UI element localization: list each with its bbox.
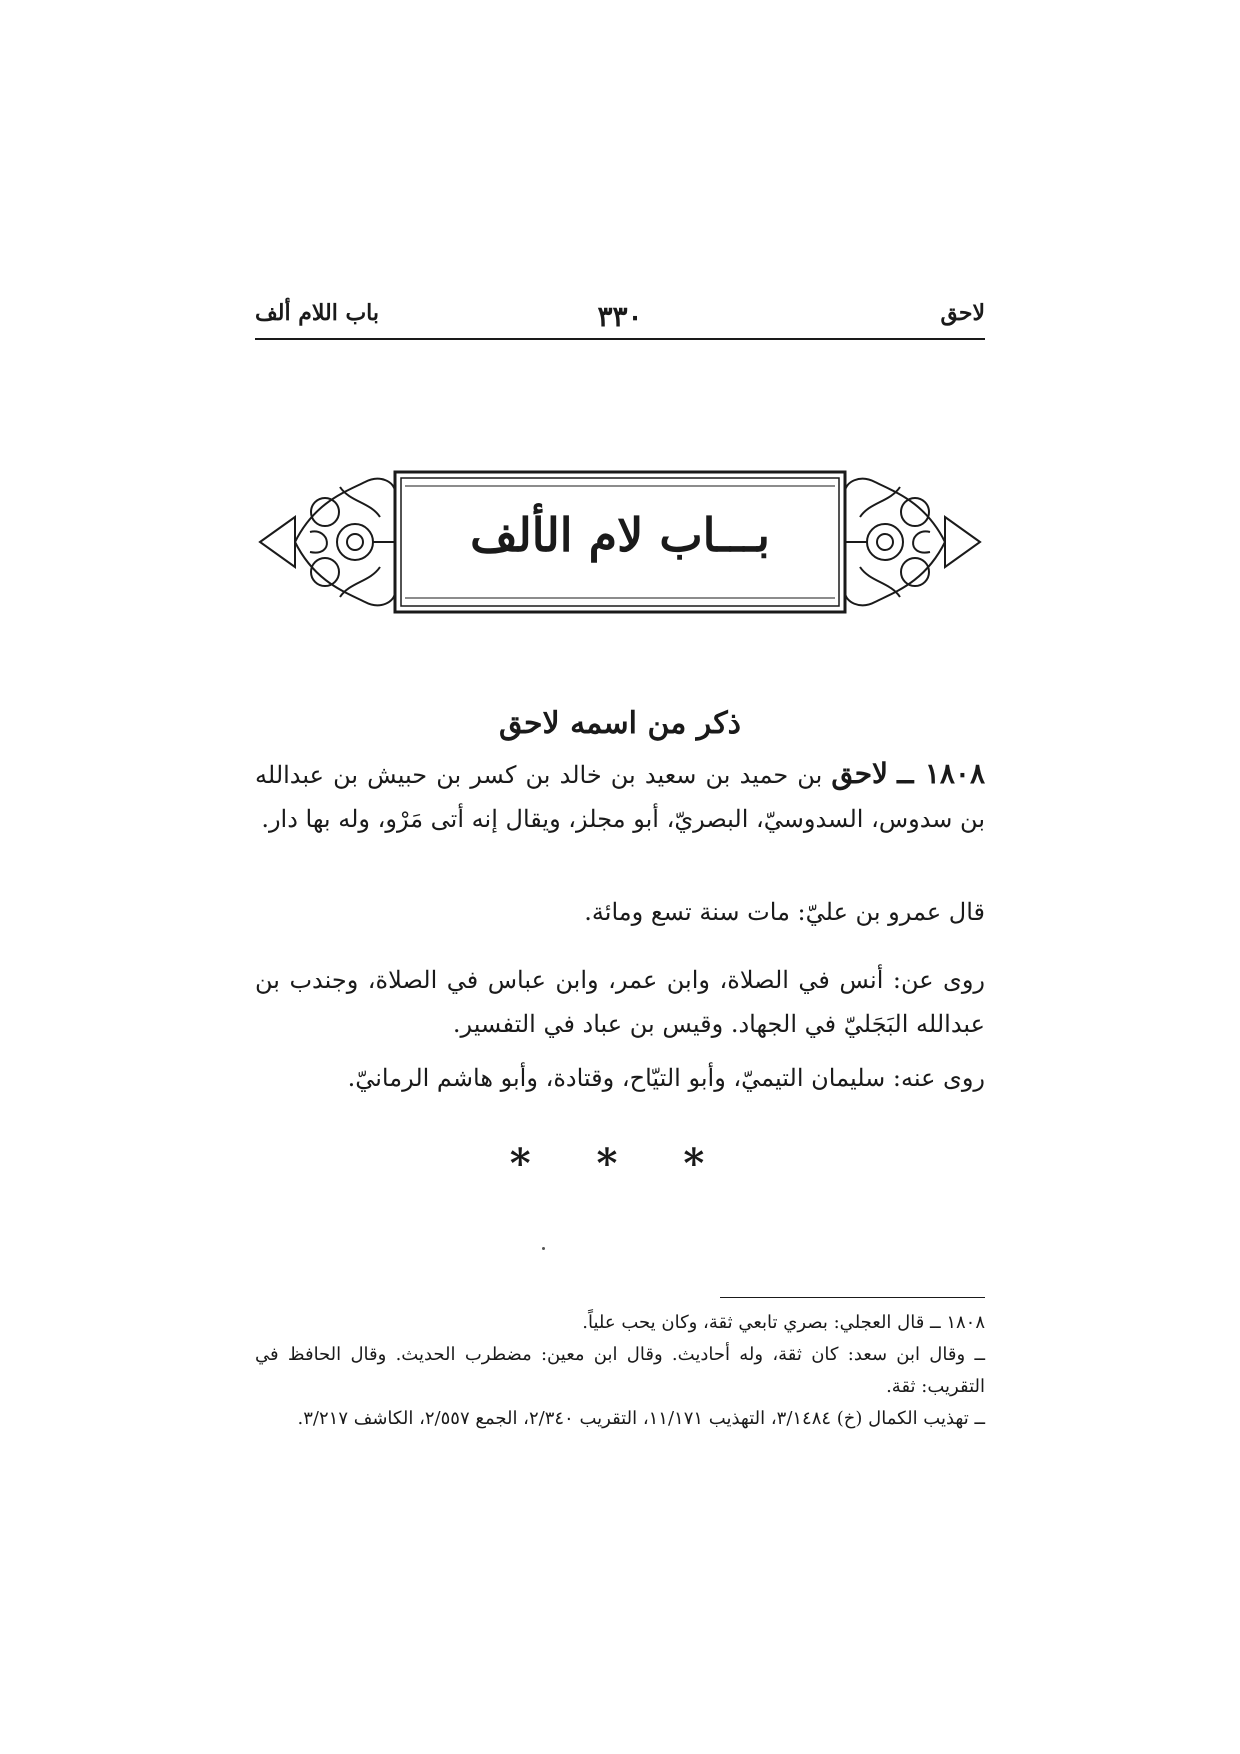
narrated-from-paragraph: روى عن: أنس في الصلاة، وابن عمر، وابن عباس في الصلاة، وجندب بن عبدالله البَجَليّ في الجهاد. وقيس بن عباد في التفسير. (255, 966, 985, 1038)
entry-name: لاحق (831, 757, 889, 790)
footnote-line: ــ وقال ابن سعد: كان ثقة، وله أحاديث. وقال ابن معين: مضطرب الحديث. وقال الحافظ في التقريب: ثقة. (255, 1344, 985, 1397)
running-header (255, 300, 985, 340)
stray-dot (542, 1247, 545, 1250)
page-number: ٣٣٠ (597, 300, 643, 333)
footnote-line (255, 1307, 985, 1339)
narrators-paragraph: روى عنه: سليمان التيميّ، وأبو التيّاح، وقتادة، وأبو هاشم الرمانيّ. (347, 1064, 985, 1092)
footnote-text: ــ قال العجلي: بصري تابعي ثقة، وكان يحب علياً. (582, 1312, 941, 1333)
header-chapter-name: باب اللام ألف (255, 300, 380, 326)
header-entry-name: لاحق (940, 300, 985, 326)
book-page (255, 0, 985, 1754)
header-rule (255, 338, 985, 340)
entry-lineage-text: بن حميد بن سعيد بن خالد بن كسر بن حبيش بن عبدالله بن سدوس، السدوسيّ، البصريّ، أبو مجلز، ويقال إنه أتى مَرْو، وله بها دار. (255, 761, 985, 833)
chapter-ornament-frame (255, 462, 985, 622)
entry-number: ١٨٠٨ ــ (897, 757, 985, 790)
section-separator: * * * (509, 1140, 731, 1187)
death-date-paragraph: قال عمرو بن عليّ: مات سنة تسع ومائة. (584, 898, 985, 926)
biography-entry (255, 752, 985, 841)
footnote-rule (720, 1297, 985, 1298)
section-heading: ذكر من اسمه لاحق (498, 706, 741, 741)
footnote-line: ــ تهذيب الكمال (خ) ٣/١٤٨٤، التهذيب ١١/١٧١، التقريب ٢/٣٤٠، الجمع ٢/٥٥٧، الكاشف ٣/٢١٧. (297, 1408, 985, 1429)
footnote-number: ١٨٠٨ (946, 1312, 985, 1333)
chapter-title: بـــاب لام الألف (470, 508, 770, 562)
footnotes (255, 1307, 985, 1435)
